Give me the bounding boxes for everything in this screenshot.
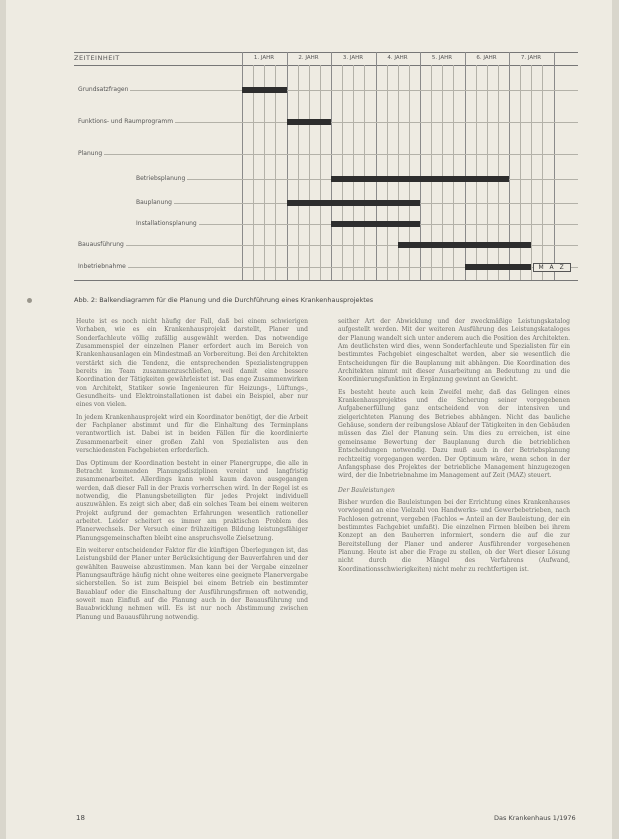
paragraph: Es besteht heute auch kein Zweifel mehr, daß das Gelingen eines Krankenhausprojektes und die Sicherung seiner vorgegebenen Aufgabenerfüllung ganz entscheidend von der intensiven und zielgerichteten Planung des Betriebes abhängen. Nicht das bauliche Gehäuse, sondern der reibungslose Ablauf der Tätigkeiten in den Gebäuden müssen das Ziel der Planung sein. Um dies zu erreichen, ist eine gemeinsame Bewertung der Bauplanung durch die betrieblichen Entscheidungen notwendig. Dazu muß auch in der Betriebsplanung rechtzeitig vorgegangen werden. Der Optimum wäre, wenn schon in der Anfangsphase des Projektes der betriebliche Management hinzugezogen wird, der die Inbetriebnahme im Management auf Zeit (MAZ) steuert. (338, 388, 570, 480)
punch-hole (27, 298, 32, 303)
gantt-bar (465, 264, 532, 270)
year-label: 2. JAHR (298, 55, 319, 61)
quarter-gridline (264, 65, 265, 280)
gantt-bar (287, 119, 332, 125)
paragraph: Heute ist es noch nicht häufig der Fall, daß bei einem schwierigen Vorhaben, wie es ein Krankenhausprojekt darstellt, Planer und Sonderfachleute völlig zufällig ausgewählt werden. Das notwendige Zusammenspiel der einzelnen Planer erfordert auch im Bereich von Krankenhausanlagen ein Mindestmaß an Vorbereitung. Bei den Architekten verstärkt sich die Tendenz, die entsprechenden Spezialistengruppen bereits im Team zusammenzuschließen, weil damit eine bessere Koordination der Tätigkeiten gewährleistet ist. Das enge Zusammenwirken von Architekt, Statiker sowie Ingenieuren für Heizungs-, Lüftungs-, Gesundheits- und Elektroinstallationen ist dabei ein Beispiel, aber nur eines von vielen. (76, 318, 308, 409)
paragraph: Bisher wurden die Bauleistungen bei der Errichtung eines Krankenhauses vorwiegend an eine Vielzahl von Handwerks- und Gewerbebetrieben, nach Fachlosen getrennt, vergeben (Fachlos = Anteil an der Bauleistung, der ein bestimmtes Fachgebiet umfaßt). Die einzelnen Firmen bleiben bei ihrem Konzept an den Bauherren informiert, sondern die auf die zur Bereitstellung der Planer und anderer Ausführender vorgesehenen Planung. Heute ist aber die Frage zu stellen, ob der Wert dieser Lösung nicht durch die Mängel des Verfahrens (Aufwand, Koordinationsschwierigkeiten) nicht mehr zu rechtfertigen ist. (338, 498, 570, 573)
chart-bottom-line (74, 280, 578, 281)
header-bottom-line (74, 65, 578, 66)
quarter-gridline (531, 65, 532, 280)
paragraph: Ein weiterer entscheidender Faktor für die künftigen Überlegungen ist, das Leistungsbild der Planer unter Berücksichtigung der Bauverfahren und der gewählten Bauweise abzustimmen. Man kann bei der Vergabe einzelner Planungsaufträge häufig nicht ohne weiteres eine geeignete Planervergabe sicherstellen. So ist zum Beispiel bei einem Betrieb ein bestimmter Bauablauf oder die Einschaltung der Ausführungsfirmen oft notwendig, soweit man Einfluß auf die Planung auch in der Bauausführung und Bauabwicklung nehmen will. Es ist nur noch Abstimmung zwischen Planung und Bauausführung notwendig. (76, 546, 308, 621)
gantt-bar (242, 87, 287, 93)
paragraph: seither Art der Abwicklung und der zweckmäßige Leistungskatalog aufgestellt werden. Mit der weiteren Ausführung des Leistungskataloges der Planung wandelt sich unter anderem auch die Position des Architekten. Am deutlichsten wird dies, wenn Sonderfachleute und Spezialisten für ein bestimmtes Fachgebiet eingeschaltet werden, aber sie wesentlich die Entscheidungen für die Bauplanung mit abhängen. Die Koordination des Architekten nimmt mit dieser Ausarbeitung an Bedeutung zu und die Koordinierungsfunktion in Ergänzung gewinnt an Gewicht. (338, 318, 570, 384)
section-subheading: Der Bauleistungen (338, 486, 395, 494)
chart-header-label: ZEITEINHEIT (74, 54, 120, 62)
gantt-bar (398, 242, 532, 248)
quarter-gridline (542, 65, 543, 280)
paragraph: In jedem Krankenhausprojekt wird ein Koordinator benötigt, der die Arbeit der Fachplaner abstimmt und für die Einhaltung des Terminplans verantwortlich ist. Dabei ist in beiden Fällen für die koordinierte Zusammenarbeit einer großen Zahl von Spezialisten aus den verschiedensten Fachgebieten erforderlich. (76, 413, 308, 455)
year-label: 3. JAHR (342, 55, 364, 61)
figure-caption: Abb. 2: Balkendiagramm für die Planung und die Durchführung eines Krankenhausprojektes (74, 296, 374, 304)
quarter-gridline (253, 65, 254, 280)
row-label: Betriebsplanung (136, 175, 186, 182)
row-line (78, 90, 578, 91)
left-text-column (76, 318, 308, 626)
gantt-bar (331, 221, 420, 227)
gantt-chart (74, 52, 578, 288)
right-text-column (338, 318, 570, 578)
year-label: 1. JAHR (253, 55, 275, 61)
quarter-gridline (364, 65, 365, 280)
row-label: Bauplanung (136, 199, 172, 206)
gantt-bar (331, 176, 509, 182)
row-label: Installationsplanung (136, 220, 197, 227)
gantt-bar (287, 200, 421, 206)
quarter-gridline (275, 65, 276, 280)
row-label: Planung (78, 150, 103, 157)
quarter-gridline (342, 65, 343, 280)
quarter-gridline (298, 65, 299, 280)
year-label: 5. JAHR (431, 55, 453, 61)
row-line (78, 154, 578, 155)
paragraph: Das Optimum der Koordination besteht in einer Planergruppe, die alle in Betracht kommenden Planungsdisziplinen vereint und langfristig zusammenarbeitet. Allerdings kann wohl kaum davon ausgegangen werden, daß dieser Fall in der Praxis vorherrschen wird. In der Regel ist es notwendig, die Planungsbeteiligten für jedes Projekt individuell auszuwählen. Es zeigt sich aber, daß ein solches Team bei einem weiteren Projekt aufgrund der gemachten Erfahrungen wesentlich rationeller arbeitet. Leider scheitert es immer am praktischen Problem des Planerwechsels. Der Versuch einer frühzeitigen Bildung leistungsfähiger Planungsgemeinschaften bleibt eine anspruchsvolle Zielsetzung. (76, 459, 308, 542)
year-label: 4. JAHR (387, 55, 408, 61)
page-number: 18 (76, 814, 85, 822)
quarter-gridline (320, 65, 321, 280)
row-label: Bauausführung (78, 241, 124, 248)
row-label: Inbetriebnahme (78, 263, 126, 270)
row-label: Funktions- und Raumprogramm (78, 118, 174, 125)
quarter-gridline (387, 65, 388, 280)
year-label: 7. JAHR (520, 55, 542, 61)
quarter-gridline (353, 65, 354, 280)
row-label: Grundsatzfragen (78, 86, 129, 93)
maz-label: M A Z (533, 263, 570, 272)
header-top-line (74, 52, 578, 53)
page (6, 0, 612, 839)
quarter-gridline (309, 65, 310, 280)
journal-footer: Das Krankenhaus 1/1976 (494, 814, 576, 822)
year-label: 6. JAHR (476, 55, 497, 61)
